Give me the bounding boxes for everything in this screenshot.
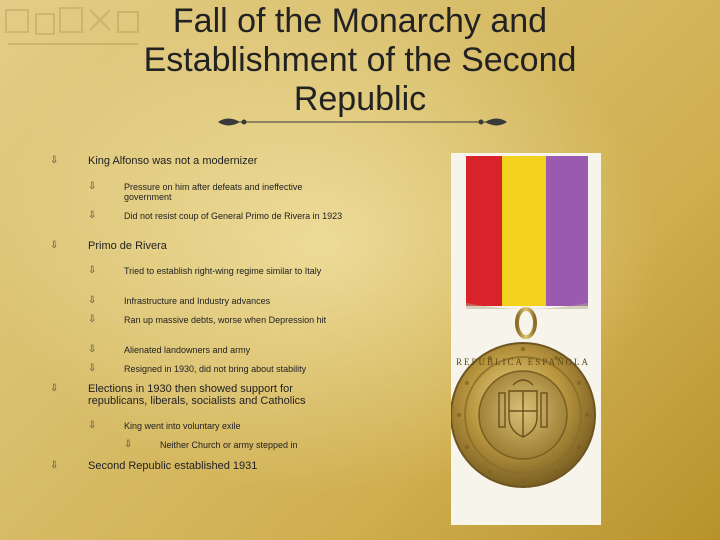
bullet-text: Pressure on him after defeats and ineffective government xyxy=(124,182,303,202)
bullet-arrow-icon: ⇩ xyxy=(50,460,59,471)
bullet-text: Primo de Rivera xyxy=(88,240,167,252)
bullet-arrow-icon: ⇩ xyxy=(50,155,59,166)
bullet-arrow-icon: ⇩ xyxy=(88,210,97,221)
bullet-arrow-icon: ⇩ xyxy=(88,420,97,431)
bullet-text: Alienated landowners and army xyxy=(124,345,251,355)
ribbon-stripe-yellow xyxy=(502,156,546,306)
slide-title: Fall of the Monarchy and Establishment of the Second Republic xyxy=(143,2,577,118)
bullet-arrow-icon: ⇩ xyxy=(50,240,59,251)
medal-inscription: REPUBLICA ESPAÑOLA xyxy=(456,357,590,367)
bullet-arrow-icon: ⇩ xyxy=(88,295,97,306)
bullet-arrow-icon: ⇩ xyxy=(88,363,97,374)
bullet-arrow-icon: ⇩ xyxy=(88,181,97,192)
bullet-text: King went into voluntary exile xyxy=(124,421,241,431)
medal-image xyxy=(451,153,601,525)
bullet-arrow-icon: ⇩ xyxy=(88,314,97,325)
medal-ring xyxy=(517,309,535,337)
bullet-text: Resigned in 1930, did not bring about stability xyxy=(124,364,307,374)
bullet-arrow-icon: ⇩ xyxy=(124,439,133,450)
bullet-text: Did not resist coup of General Primo de Rivera in 1923 xyxy=(124,211,343,221)
title-ornament xyxy=(210,112,515,132)
bullet-text: Neither Church or army stepped in xyxy=(160,440,298,450)
bullet-text: Tried to establish right-wing regime similar to Italy xyxy=(124,266,322,276)
bullet-text: King Alfonso was not a modernizer xyxy=(88,155,258,167)
bullet-text: Infrastructure and Industry advances xyxy=(124,296,271,306)
bullet-arrow-icon: ⇩ xyxy=(88,344,97,355)
medal-illustration xyxy=(451,153,601,525)
bullet-text: Elections in 1930 then showed support for republicans, liberals, socialists and Catholics xyxy=(88,383,306,407)
bullet-text: Ran up massive debts, worse when Depression hit xyxy=(124,315,327,325)
bullet-text: Second Republic established 1931 xyxy=(88,460,258,472)
bullet-arrow-icon: ⇩ xyxy=(88,265,97,276)
ribbon-stripe-purple xyxy=(546,156,588,306)
bullet-arrow-icon: ⇩ xyxy=(50,383,59,394)
ribbon-stripe-red xyxy=(466,156,502,306)
